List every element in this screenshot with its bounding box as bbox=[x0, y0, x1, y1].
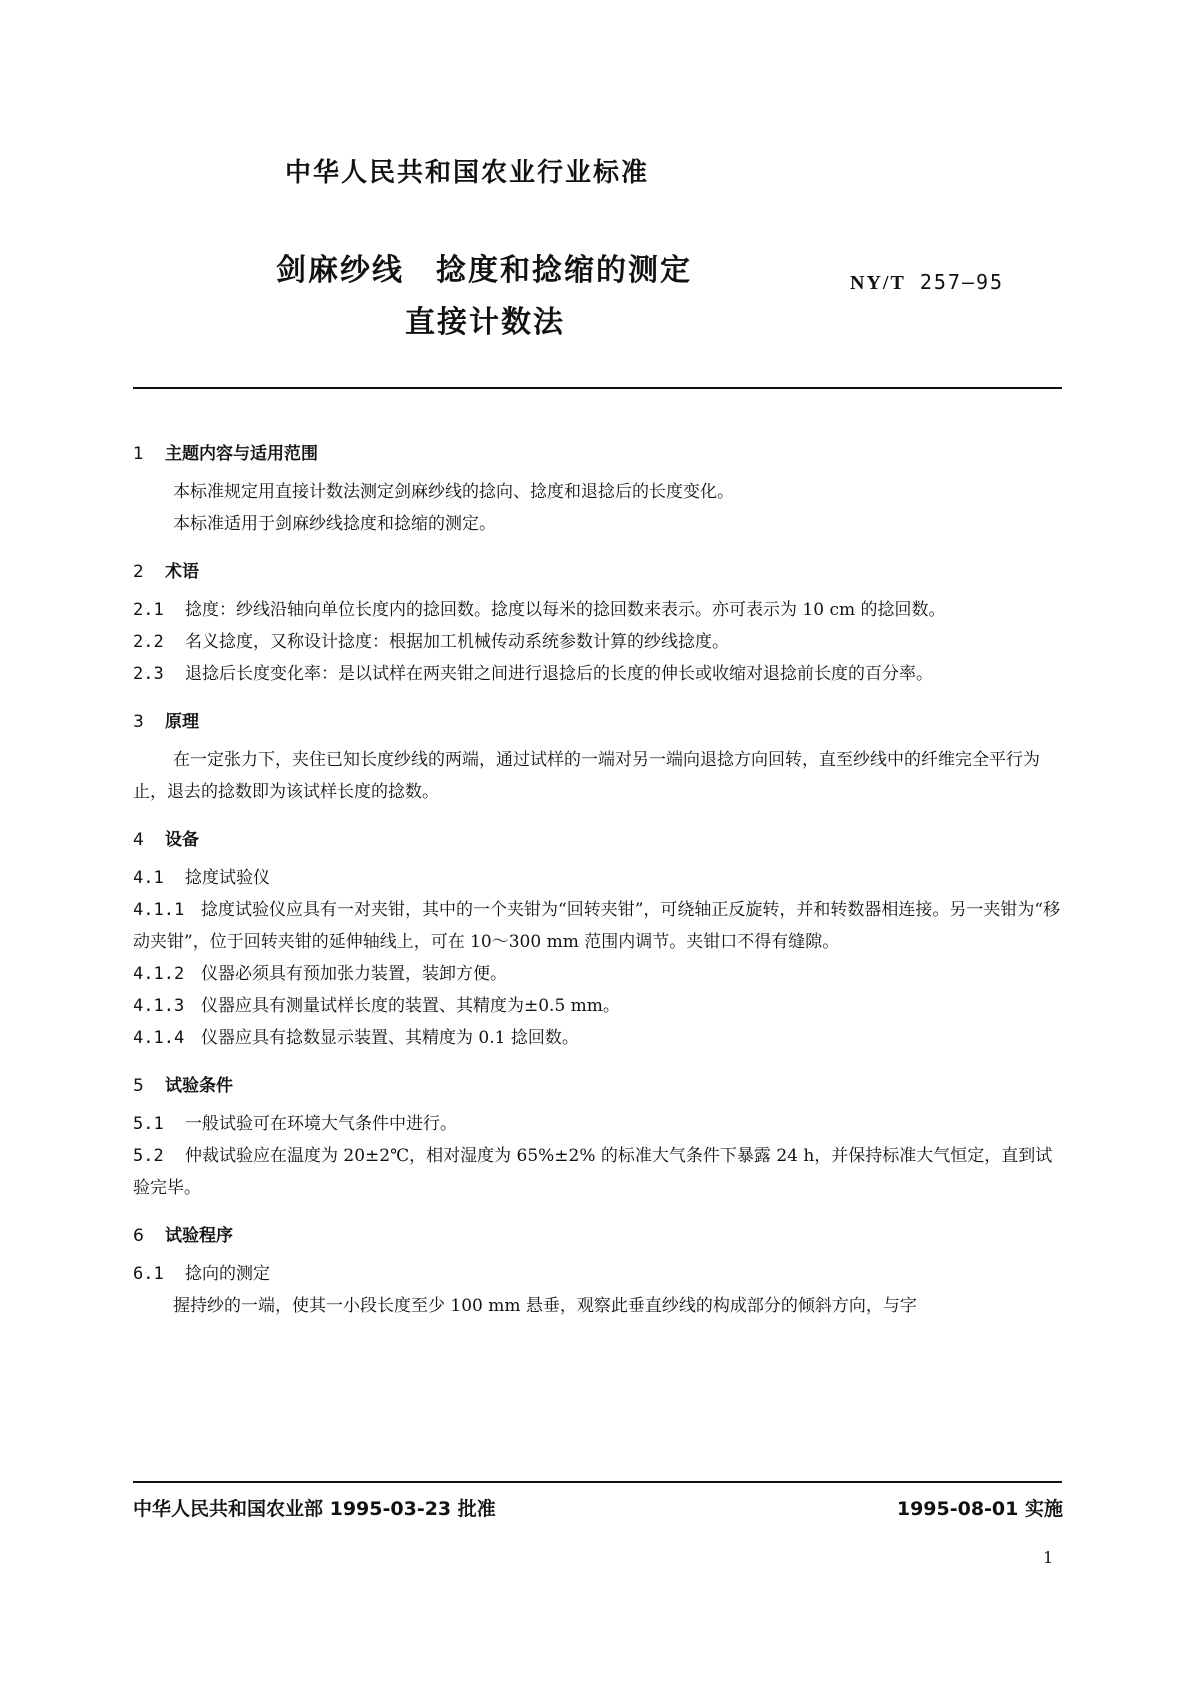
paragraph: 握持纱的一端，使其一小段长度至少 100 mm 悬垂，观察此垂直纱线的构成部分的倾斜方向，与字 bbox=[173, 1296, 917, 1316]
section-heading bbox=[133, 1072, 1063, 1100]
section-heading bbox=[133, 708, 1063, 736]
clause-text: 捻度：纱线沿轴向单位长度内的捻回数。捻度以每米的捻回数来表示。亦可表示为 10 cm 的捻回数。 bbox=[185, 600, 946, 620]
paragraph: 在一定张力下，夹住已知长度纱线的两端，通过试样的一端对另一端向退捻方向回转，直至纱线中的纤维完全平行为止，退去的捻数即为该试样长度的捻数。 bbox=[133, 750, 1040, 802]
section-number: 1 bbox=[133, 444, 144, 464]
clause-text: 名义捻度，又称设计捻度：根据加工机械传动系统参数计算的纱线捻度。 bbox=[185, 632, 729, 652]
clause-text: 仪器应具有测量试样长度的装置、其精度为±0.5 mm。 bbox=[201, 996, 620, 1016]
section-title: 主题内容与适用范围 bbox=[165, 444, 318, 464]
page-number: 1 bbox=[1043, 1548, 1054, 1567]
clause-number: 4.1.2 bbox=[133, 964, 185, 984]
section-title: 设备 bbox=[165, 830, 199, 850]
clause bbox=[133, 958, 1063, 990]
document-title-line2: 直接计数法 bbox=[405, 305, 565, 340]
clause-number: 4.1.4 bbox=[133, 1028, 185, 1048]
clause-number: 2.3 bbox=[133, 664, 164, 684]
clause-text: 一般试验可在环境大气条件中进行。 bbox=[185, 1114, 457, 1134]
clause-number: 2.1 bbox=[133, 600, 164, 620]
clause-number: 6.1 bbox=[133, 1264, 164, 1284]
clause bbox=[133, 862, 1063, 894]
clause-text: 捻向的测定 bbox=[185, 1264, 270, 1284]
issuing-authority: 中华人民共和国农业行业标准 bbox=[285, 158, 650, 188]
section-heading bbox=[133, 558, 1063, 586]
standard-code bbox=[850, 270, 1004, 295]
standard-number: 257—95 bbox=[919, 270, 1005, 294]
clause bbox=[133, 990, 1063, 1022]
section-number: 4 bbox=[133, 830, 144, 850]
standard-prefix: NY/T bbox=[850, 272, 906, 294]
clause-number: 5.1 bbox=[133, 1114, 164, 1134]
clause-text: 捻度试验仪 bbox=[185, 868, 270, 888]
document-body bbox=[133, 440, 1063, 1322]
section-heading bbox=[133, 440, 1063, 468]
clause bbox=[133, 1140, 1063, 1204]
header-divider bbox=[133, 387, 1062, 389]
clause bbox=[133, 626, 1063, 658]
clause-number: 4.1.1 bbox=[133, 900, 185, 920]
section-number: 6 bbox=[133, 1226, 144, 1246]
paragraph: 本标准规定用直接计数法测定剑麻纱线的捻向、捻度和退捻后的长度变化。 bbox=[173, 482, 734, 502]
clause bbox=[133, 1108, 1063, 1140]
section-number: 3 bbox=[133, 712, 144, 732]
clause-number: 2.2 bbox=[133, 632, 164, 652]
section-number: 5 bbox=[133, 1076, 144, 1096]
document-title-line1: 剑麻纱线 捻度和捻缩的测定 bbox=[276, 253, 692, 288]
section-number: 2 bbox=[133, 562, 144, 582]
clause-text: 仪器应具有捻数显示装置、其精度为 0.1 捻回数。 bbox=[201, 1028, 579, 1048]
approval-line: 中华人民共和国农业部 1995-03-23 批准 bbox=[133, 1498, 496, 1520]
clause-number: 4.1.3 bbox=[133, 996, 185, 1016]
clause-text: 退捻后长度变化率：是以试样在两夹钳之间进行退捻后的长度的伸长或收缩对退捻前长度的百分率。 bbox=[185, 664, 933, 684]
section-heading bbox=[133, 1222, 1063, 1250]
footer-divider bbox=[133, 1481, 1062, 1483]
paragraph: 本标准适用于剑麻纱线捻度和捻缩的测定。 bbox=[173, 514, 496, 534]
clause bbox=[133, 594, 1063, 626]
clause-text: 仲裁试验应在温度为 20±2℃，相对湿度为 65%±2% 的标准大气条件下暴露 24 h，并保持标准大气恒定，直到试验完毕。 bbox=[133, 1146, 1053, 1198]
clause-text: 仪器必须具有预加张力装置，装卸方便。 bbox=[201, 964, 507, 984]
clause bbox=[133, 894, 1063, 958]
clause-number: 5.2 bbox=[133, 1146, 164, 1166]
section-title: 原理 bbox=[165, 712, 199, 732]
clause-number: 4.1 bbox=[133, 868, 164, 888]
clause-text: 捻度试验仪应具有一对夹钳，其中的一个夹钳为“回转夹钳”，可绕轴正反旋转，并和转数器相连接。另一夹钳为“移动夹钳”，位于回转夹钳的延伸轴线上，可在 10～300 mm 范围内调节。夹钳口不得有缝隙。 bbox=[133, 900, 1061, 952]
implementation-date: 1995-08-01 实施 bbox=[896, 1498, 1063, 1520]
clause bbox=[133, 1258, 1063, 1290]
section-title: 试验条件 bbox=[165, 1076, 233, 1096]
clause bbox=[133, 1022, 1063, 1054]
section-title: 试验程序 bbox=[165, 1226, 233, 1246]
section-heading bbox=[133, 826, 1063, 854]
clause bbox=[133, 658, 1063, 690]
section-title: 术语 bbox=[165, 562, 199, 582]
